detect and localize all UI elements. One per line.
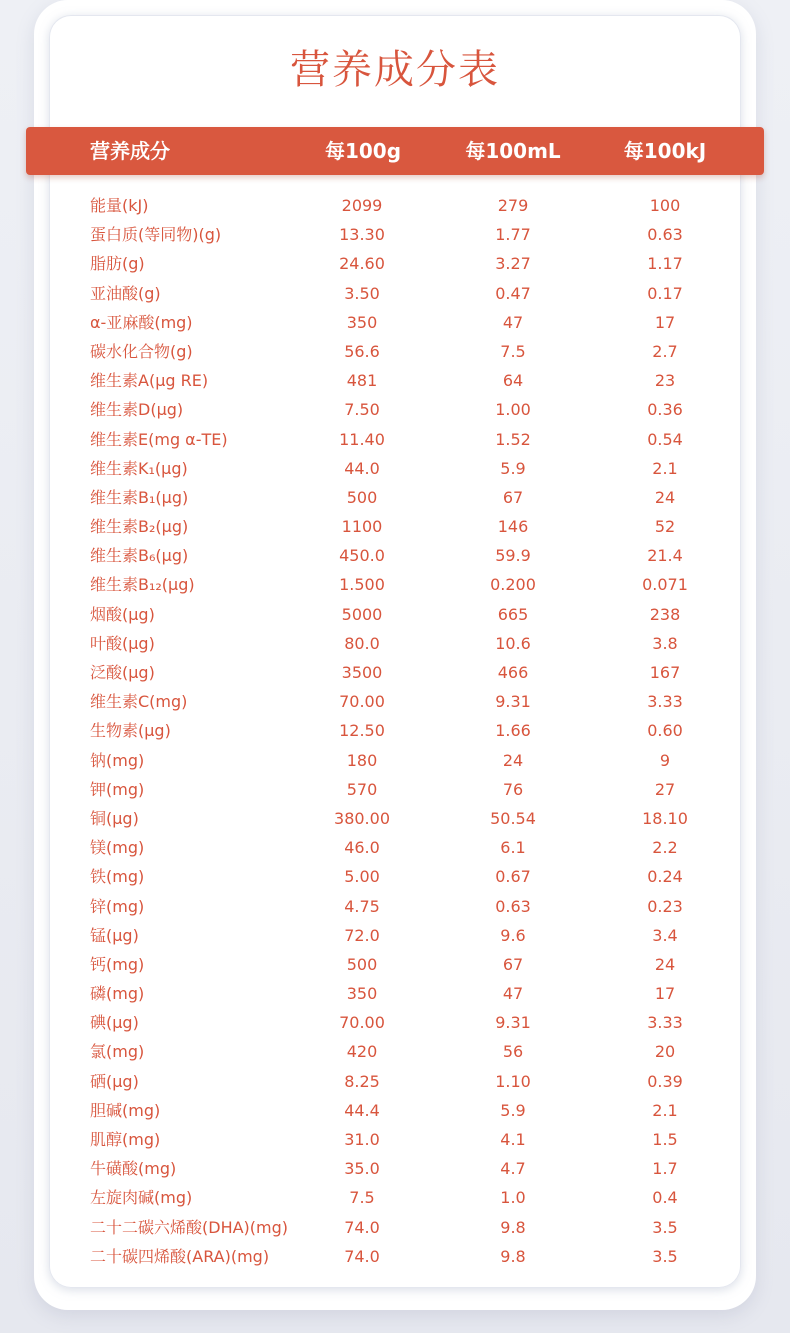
value-per-100g: 4.75 xyxy=(344,896,380,916)
value-per-100kj: 0.63 xyxy=(647,225,683,245)
value-per-100g: 31.0 xyxy=(344,1130,380,1149)
table-row xyxy=(0,950,790,979)
value-per-100kj: 2.2 xyxy=(652,838,678,858)
value-per-100g: 2099 xyxy=(341,196,383,215)
header-per-100ml: 每100mL xyxy=(465,139,561,163)
value-per-100kj: 0.4 xyxy=(652,1188,678,1208)
value-per-100g: 570 xyxy=(346,779,378,799)
value-per-100kj: 238 xyxy=(649,604,681,624)
value-per-100kj: 24 xyxy=(654,487,676,507)
value-per-100g: 8.25 xyxy=(344,1071,380,1091)
value-per-100g: 1.500 xyxy=(339,575,385,595)
nutrient-name: 铁(mg) xyxy=(90,867,145,887)
value-per-100ml: 6.1 xyxy=(500,838,526,858)
value-per-100g: 500 xyxy=(346,954,378,974)
table-row xyxy=(0,541,790,570)
table-row xyxy=(0,921,790,950)
value-per-100g: 44.4 xyxy=(344,1100,380,1120)
value-per-100kj: 1.5 xyxy=(652,1130,678,1149)
table-row xyxy=(0,629,790,658)
table-row xyxy=(0,1008,790,1037)
value-per-100ml: 0.47 xyxy=(495,283,531,303)
value-per-100kj: 27 xyxy=(654,779,676,799)
table-row xyxy=(0,337,790,366)
value-per-100ml: 4.7 xyxy=(500,1159,526,1179)
nutrient-name: 维生素C(mg) xyxy=(90,692,188,712)
value-per-100g: 44.0 xyxy=(344,458,380,478)
value-per-100g: 450.0 xyxy=(339,546,385,566)
table-row xyxy=(0,716,790,745)
nutrient-name: 肌醇(mg) xyxy=(90,1130,161,1149)
nutrient-name: 铜(μg) xyxy=(90,808,139,828)
value-per-100kj: 2.7 xyxy=(652,341,678,361)
nutrient-name: α-亚麻酸(mg) xyxy=(90,312,193,332)
value-per-100ml: 1.77 xyxy=(495,225,531,245)
value-per-100g: 70.00 xyxy=(339,1013,385,1033)
nutrient-name: 钠(mg) xyxy=(90,750,145,770)
nutrient-name: 维生素B₂(μg) xyxy=(90,517,189,537)
value-per-100kj: 17 xyxy=(654,312,676,332)
value-per-100g: 7.5 xyxy=(349,1188,375,1208)
value-per-100kj: 0.54 xyxy=(647,429,683,449)
value-per-100kj: 3.33 xyxy=(647,1013,683,1033)
table-row xyxy=(0,892,790,921)
value-per-100kj: 3.4 xyxy=(652,925,678,945)
table-row xyxy=(0,570,790,599)
table-row xyxy=(0,687,790,716)
value-per-100ml: 665 xyxy=(497,604,529,624)
value-per-100g: 5.00 xyxy=(344,867,380,887)
value-per-100ml: 1.52 xyxy=(495,429,531,449)
value-per-100kj: 23 xyxy=(654,371,676,391)
value-per-100g: 24.60 xyxy=(339,254,385,274)
table-row xyxy=(0,804,790,833)
value-per-100kj: 1.17 xyxy=(647,254,683,274)
value-per-100ml: 10.6 xyxy=(495,633,531,653)
value-per-100kj: 9 xyxy=(659,750,671,770)
table-row xyxy=(0,1213,790,1242)
value-per-100kj: 3.5 xyxy=(652,1246,678,1266)
table-row xyxy=(0,425,790,454)
table-row xyxy=(0,862,790,891)
value-per-100g: 13.30 xyxy=(339,225,385,245)
value-per-100ml: 4.1 xyxy=(500,1130,526,1149)
value-per-100g: 350 xyxy=(346,312,378,332)
nutrient-name: 氯(mg) xyxy=(90,1042,145,1062)
value-per-100g: 56.6 xyxy=(344,341,380,361)
value-per-100g: 5000 xyxy=(341,604,383,624)
value-per-100kj: 3.8 xyxy=(652,633,678,653)
nutrient-name: 碘(μg) xyxy=(90,1013,139,1033)
value-per-100kj: 17 xyxy=(654,984,676,1004)
table-row xyxy=(0,1154,790,1183)
nutrient-name: 亚油酸(g) xyxy=(90,283,161,303)
nutrient-name: 叶酸(μg) xyxy=(90,633,155,653)
table-row xyxy=(0,220,790,249)
value-per-100g: 500 xyxy=(346,487,378,507)
value-per-100ml: 9.6 xyxy=(500,925,526,945)
value-per-100ml: 3.27 xyxy=(495,254,531,274)
table-row xyxy=(0,1125,790,1154)
value-per-100ml: 1.00 xyxy=(495,400,531,420)
value-per-100g: 3.50 xyxy=(344,283,380,303)
table-row xyxy=(0,1067,790,1096)
value-per-100kj: 0.36 xyxy=(647,400,683,420)
nutrient-name: 维生素B₁₂(μg) xyxy=(90,575,195,595)
value-per-100kj: 24 xyxy=(654,954,676,974)
value-per-100kj: 167 xyxy=(649,663,681,682)
table-row xyxy=(0,483,790,512)
table-row xyxy=(0,600,790,629)
nutrient-name: 钙(mg) xyxy=(90,954,145,974)
value-per-100g: 180 xyxy=(346,750,378,770)
nutrient-name: 蛋白质(等同物)(g) xyxy=(90,225,222,245)
value-per-100ml: 50.54 xyxy=(490,808,536,828)
nutrition-table-body xyxy=(0,191,790,1271)
value-per-100ml: 7.5 xyxy=(500,341,526,361)
nutrient-name: 二十二碳六烯酸(DHA)(mg) xyxy=(90,1217,289,1237)
value-per-100kj: 0.60 xyxy=(647,721,683,741)
value-per-100ml: 47 xyxy=(502,312,524,332)
value-per-100kj: 0.24 xyxy=(647,867,683,887)
nutrient-name: 锰(μg) xyxy=(90,925,139,945)
value-per-100kj: 2.1 xyxy=(652,1100,678,1120)
value-per-100ml: 279 xyxy=(497,196,529,215)
nutrient-name: 碳水化合物(g) xyxy=(90,341,193,361)
value-per-100g: 11.40 xyxy=(339,429,385,449)
value-per-100ml: 1.0 xyxy=(500,1188,526,1208)
nutrient-name: 锌(mg) xyxy=(90,896,145,916)
value-per-100ml: 64 xyxy=(502,371,524,391)
value-per-100ml: 24 xyxy=(502,750,524,770)
value-per-100kj: 0.17 xyxy=(647,283,683,303)
value-per-100g: 1100 xyxy=(341,517,383,537)
value-per-100ml: 5.9 xyxy=(500,1100,526,1120)
value-per-100ml: 0.200 xyxy=(490,575,536,595)
table-row xyxy=(0,746,790,775)
value-per-100kj: 0.071 xyxy=(642,575,688,595)
nutrient-name: 维生素E(mg α-TE) xyxy=(90,429,228,449)
value-per-100ml: 1.66 xyxy=(495,721,531,741)
nutrient-name: 维生素D(μg) xyxy=(90,400,184,420)
value-per-100ml: 0.63 xyxy=(495,896,531,916)
value-per-100g: 380.00 xyxy=(334,808,390,828)
value-per-100g: 12.50 xyxy=(339,721,385,741)
table-row xyxy=(0,308,790,337)
table-row xyxy=(0,512,790,541)
value-per-100ml: 9.8 xyxy=(500,1246,526,1266)
nutrient-name: 烟酸(μg) xyxy=(90,604,155,624)
value-per-100g: 80.0 xyxy=(344,633,380,653)
nutrient-name: 牛磺酸(mg) xyxy=(90,1159,177,1179)
table-row xyxy=(0,1183,790,1212)
value-per-100kj: 21.4 xyxy=(647,546,683,566)
value-per-100kj: 100 xyxy=(649,196,681,215)
value-per-100ml: 0.67 xyxy=(495,867,531,887)
value-per-100ml: 9.8 xyxy=(500,1217,526,1237)
value-per-100kj: 0.23 xyxy=(647,896,683,916)
table-header xyxy=(26,127,764,175)
value-per-100ml: 1.10 xyxy=(495,1071,531,1091)
value-per-100ml: 146 xyxy=(497,517,529,537)
table-row xyxy=(0,1242,790,1271)
value-per-100kj: 2.1 xyxy=(652,458,678,478)
value-per-100ml: 59.9 xyxy=(495,546,531,566)
value-per-100kj: 52 xyxy=(654,517,676,537)
value-per-100g: 7.50 xyxy=(344,400,380,420)
nutrient-name: 硒(μg) xyxy=(90,1071,139,1091)
nutrient-name: 维生素B₁(μg) xyxy=(90,487,189,507)
nutrient-name: 维生素K₁(μg) xyxy=(90,458,188,478)
value-per-100g: 420 xyxy=(346,1042,378,1062)
header-nutrient: 营养成分 xyxy=(90,139,170,163)
table-row xyxy=(0,279,790,308)
value-per-100kj: 18.10 xyxy=(642,808,688,828)
nutrient-name: 左旋肉碱(mg) xyxy=(90,1188,193,1208)
value-per-100ml: 67 xyxy=(502,487,524,507)
nutrient-name: 生物素(μg) xyxy=(90,721,171,741)
table-row xyxy=(0,1037,790,1066)
nutrient-name: 维生素B₆(μg) xyxy=(90,546,189,566)
table-row xyxy=(0,366,790,395)
value-per-100g: 3500 xyxy=(341,663,383,682)
value-per-100ml: 9.31 xyxy=(495,692,531,712)
value-per-100g: 481 xyxy=(346,371,378,391)
value-per-100ml: 67 xyxy=(502,954,524,974)
table-row xyxy=(0,1096,790,1125)
nutrient-name: 泛酸(μg) xyxy=(90,663,155,682)
value-per-100ml: 5.9 xyxy=(500,458,526,478)
nutrient-name: 胆碱(mg) xyxy=(90,1100,161,1120)
table-row xyxy=(0,249,790,278)
nutrient-name: 磷(mg) xyxy=(90,984,145,1004)
value-per-100ml: 47 xyxy=(502,984,524,1004)
value-per-100kj: 3.5 xyxy=(652,1217,678,1237)
table-row xyxy=(0,775,790,804)
nutrient-name: 钾(mg) xyxy=(90,779,145,799)
value-per-100kj: 1.7 xyxy=(652,1159,678,1179)
value-per-100kj: 0.39 xyxy=(647,1071,683,1091)
value-per-100ml: 466 xyxy=(497,663,529,682)
value-per-100g: 74.0 xyxy=(344,1246,380,1266)
table-row xyxy=(0,191,790,220)
nutrient-name: 脂肪(g) xyxy=(90,254,145,274)
value-per-100g: 35.0 xyxy=(344,1159,380,1179)
nutrient-name: 维生素A(μg RE) xyxy=(90,371,209,391)
page-title: 营养成分表 xyxy=(290,47,500,93)
value-per-100g: 72.0 xyxy=(344,925,380,945)
table-row xyxy=(0,395,790,424)
header-per-100g: 每100g xyxy=(324,139,402,163)
value-per-100ml: 9.31 xyxy=(495,1013,531,1033)
nutrient-name: 能量(kJ) xyxy=(90,196,149,215)
value-per-100g: 350 xyxy=(346,984,378,1004)
value-per-100kj: 3.33 xyxy=(647,692,683,712)
value-per-100kj: 20 xyxy=(654,1042,676,1062)
table-row xyxy=(0,658,790,687)
value-per-100ml: 76 xyxy=(502,779,524,799)
value-per-100g: 46.0 xyxy=(344,838,380,858)
table-row xyxy=(0,454,790,483)
header-per-100kj: 每100kJ xyxy=(623,139,707,163)
table-row xyxy=(0,833,790,862)
value-per-100ml: 56 xyxy=(502,1042,524,1062)
table-row xyxy=(0,979,790,1008)
nutrient-name: 二十碳四烯酸(ARA)(mg) xyxy=(90,1246,270,1266)
value-per-100g: 74.0 xyxy=(344,1217,380,1237)
nutrient-name: 镁(mg) xyxy=(90,838,145,858)
value-per-100g: 70.00 xyxy=(339,692,385,712)
